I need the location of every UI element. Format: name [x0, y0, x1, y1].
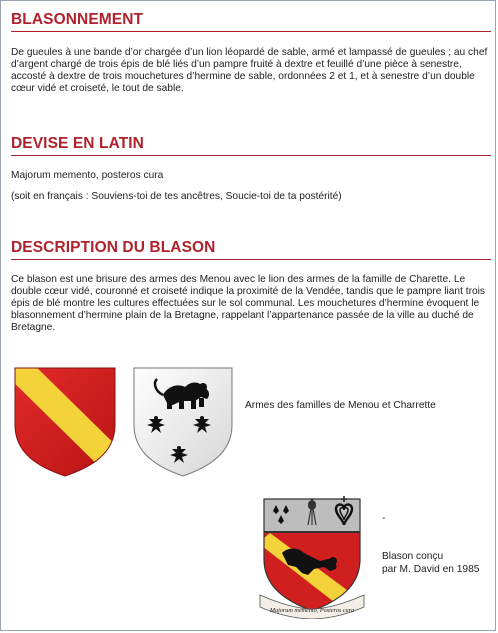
blason-caption-line2: par M. David en 1985 — [382, 564, 480, 575]
section-title-blasonnement: BLASONNEMENT — [11, 11, 491, 32]
menou-coat-of-arms — [14, 367, 116, 477]
description-text: Ce blason est une brisure des armes des Menou avec le lion des armes de la famille de Charette. Le double cœur vidé, couronné et croiseté indique la proximité de la Vendée, tandis que le pampre liant trois épis de blé montre les cultures effectuées sur le sol communal. Les mouchetures d’hermine évoquent le blasonnement d’hermine plain de la Bretagne, rappelant l’appartenance passée de la ville au duché de Bretagne. — [11, 274, 485, 333]
motto-scroll-text: Majorum memento, Posteros cura — [269, 607, 355, 614]
charette-coat-of-arms — [133, 367, 233, 477]
devise-latin-text: Majorum memento, posteros cura — [11, 170, 164, 181]
devise-french-text: (soit en français : Souviens-toi de tes ancêtres, Soucie-toi de ta postérité) — [11, 191, 342, 202]
dash-text: - — [382, 513, 386, 524]
blason-caption-line1: Blason conçu — [382, 551, 444, 562]
families-caption: Armes des familles de Menou et Charrette — [245, 400, 436, 411]
commune-coat-of-arms — [258, 495, 366, 619]
section-title-description: DESCRIPTION DU BLASON — [11, 239, 491, 260]
section-title-devise: DEVISE EN LATIN — [11, 135, 491, 156]
blasonnement-text: De gueules à une bande d’or chargée d’un lion léopardé de sable, armé et lampassé de gueules ; au chef d’argent chargé de trois épis de blé liés d’un pampre fruité à dextre et feuillé d’une pièce à senestre, accosté à dextre de trois mouchetures d’hermine de sable, ordonnées 2 et 1, et à senestre d’un double cœur vidé et croiseté, le tout de sable. — [11, 47, 488, 94]
